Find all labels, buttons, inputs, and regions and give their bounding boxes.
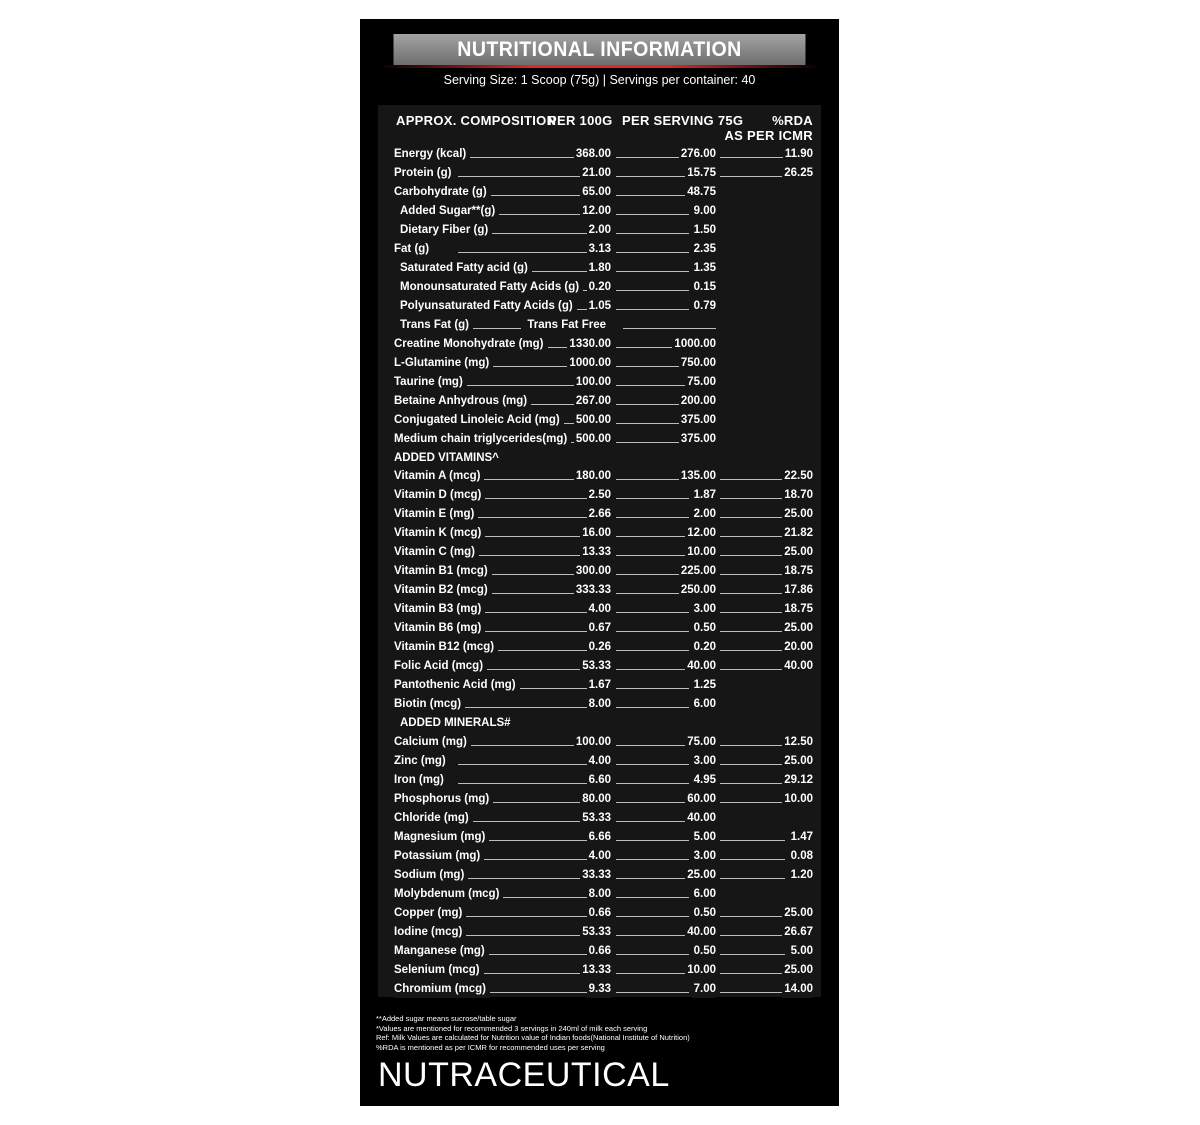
table-row — [378, 847, 821, 866]
leader-line — [616, 707, 689, 708]
value-rda: 14.00 — [782, 980, 813, 998]
table-row — [378, 505, 821, 524]
value-rda: 25.00 — [782, 961, 813, 979]
value-rda: 20.00 — [782, 638, 813, 656]
value-per100: 13.33 — [580, 543, 611, 561]
value-per100: 21.00 — [580, 164, 611, 182]
value-per-serving: 10.00 — [685, 543, 716, 561]
table-row — [378, 278, 821, 297]
leader-line — [616, 252, 689, 253]
value-per100: 65.00 — [580, 183, 611, 201]
nutrient-name: L-Glutamine (mg) — [394, 354, 493, 372]
leader-line — [616, 385, 689, 386]
value-rda: 12.50 — [782, 733, 813, 751]
nutrient-name: Vitamin A (mcg) — [394, 467, 484, 485]
value-per-serving: 1000.00 — [672, 335, 716, 353]
value-per100: 100.00 — [574, 373, 611, 391]
nutrient-name: Polyunsaturated Fatty Acids (g) — [400, 297, 577, 315]
value-per100: 1000.00 — [567, 354, 611, 372]
value-per-serving: 2.00 — [692, 505, 716, 523]
value-per-serving: 4.95 — [692, 771, 716, 789]
value-per-serving: 40.00 — [685, 809, 716, 827]
value-per-serving: 6.00 — [692, 695, 716, 713]
nutrient-name: Chloride (mg) — [394, 809, 473, 827]
value-per100: 368.00 — [574, 145, 611, 163]
leader-line — [616, 935, 689, 936]
value-per-serving: 40.00 — [685, 923, 716, 941]
value-rda: 10.00 — [782, 790, 813, 808]
table-row — [378, 297, 821, 316]
value-per-serving: 3.00 — [692, 847, 716, 865]
leader-line — [616, 176, 689, 177]
value-rda: 22.50 — [782, 467, 813, 485]
leader-line — [720, 935, 785, 936]
value-rda: 18.75 — [782, 600, 813, 618]
value-per-serving: 1.50 — [692, 221, 716, 239]
header-rda-line1: %RDA — [772, 113, 813, 128]
leader-line — [720, 859, 785, 860]
value-per100: 4.00 — [587, 752, 611, 770]
table-row — [378, 885, 821, 904]
leader-line — [616, 954, 689, 955]
value-per-serving: 3.00 — [692, 600, 716, 618]
table-row — [378, 942, 821, 961]
leader-line — [720, 973, 785, 974]
nutrition-panel — [360, 19, 839, 1106]
table-row — [378, 240, 821, 259]
value-per-serving: 75.00 — [685, 373, 716, 391]
value-per100: 100.00 — [574, 733, 611, 751]
value-per-serving: 0.50 — [692, 904, 716, 922]
value-per100: 1.80 — [587, 259, 611, 277]
value-per100: 53.33 — [580, 923, 611, 941]
panel-title: NUTRITIONAL INFORMATION — [394, 34, 806, 65]
table-row — [378, 486, 821, 505]
leader-line — [720, 916, 785, 917]
nutrient-name: Zinc (mg) — [394, 752, 450, 770]
value-per-serving: 6.00 — [692, 885, 716, 903]
table-row — [378, 259, 821, 278]
leader-line — [616, 195, 689, 196]
table-row — [378, 638, 821, 657]
nutrient-name: Selenium (mcg) — [394, 961, 484, 979]
nutrient-name: Chromium (mcg) — [394, 980, 490, 998]
value-per100: 6.60 — [587, 771, 611, 789]
value-per-serving: 1.25 — [692, 676, 716, 694]
leader-line — [720, 878, 785, 879]
nutrient-name: Creatine Monohydrate (mg) — [394, 335, 548, 353]
table-row — [378, 904, 821, 923]
value-per-serving: 25.00 — [685, 866, 716, 884]
value-per100: 500.00 — [574, 430, 611, 448]
value-per-serving: 15.75 — [685, 164, 716, 182]
value-rda: 5.00 — [789, 942, 813, 960]
value-per100: Trans Fat Free — [525, 316, 606, 334]
value-rda: 25.00 — [782, 505, 813, 523]
footnote-line: Ref: Milk Values are calculated for Nutrition value of Indian foods(National Institute of Nutrition) — [376, 1033, 690, 1042]
value-rda: 21.82 — [782, 524, 813, 542]
leader-line — [720, 176, 785, 177]
leader-line — [458, 707, 605, 708]
leader-line — [458, 764, 605, 765]
table-row — [378, 373, 821, 392]
value-per-serving: 375.00 — [679, 411, 716, 429]
table-row — [378, 221, 821, 240]
nutrient-name: Taurine (mg) — [394, 373, 467, 391]
leader-line — [720, 954, 785, 955]
table-row — [378, 430, 821, 449]
value-rda: 1.20 — [789, 866, 813, 884]
leader-line — [458, 916, 605, 917]
value-per100: 4.00 — [587, 847, 611, 865]
value-per-serving: 225.00 — [679, 562, 716, 580]
footnote-line: *Values are mentioned for recommended 3 servings in 240ml of milk each serving — [376, 1023, 648, 1033]
nutrient-name: Protein (g) — [394, 164, 456, 182]
value-rda: 17.86 — [782, 581, 813, 599]
section-heading — [378, 449, 821, 468]
table-row — [378, 164, 821, 183]
table-row — [378, 619, 821, 638]
value-per-serving: 3.00 — [692, 752, 716, 770]
nutrient-name: ADDED VITAMINS^ — [394, 449, 503, 467]
nutrition-table — [378, 105, 821, 997]
leader-line — [720, 764, 785, 765]
table-row — [378, 467, 821, 486]
value-per100: 0.66 — [587, 942, 611, 960]
value-rda: 18.75 — [782, 562, 813, 580]
leader-line — [616, 878, 689, 879]
value-per100: 180.00 — [574, 467, 611, 485]
table-row — [378, 695, 821, 714]
nutrient-name: Carbohydrate (g) — [394, 183, 491, 201]
footnote-line: %RDA is mentioned as per ICMR for recommended uses per serving — [376, 1042, 605, 1052]
nutrient-name: Dietary Fiber (g) — [400, 221, 492, 239]
nutrient-name: Phosphorus (mg) — [394, 790, 493, 808]
table-row — [378, 335, 821, 354]
table-row — [378, 980, 821, 999]
value-rda: 25.00 — [782, 904, 813, 922]
nutrient-name: Saturated Fatty acid (g) — [400, 259, 532, 277]
value-rda: 26.25 — [782, 164, 813, 182]
nutrient-name: Vitamin B1 (mcg) — [394, 562, 492, 580]
value-per-serving: 48.75 — [685, 183, 716, 201]
value-per100: 500.00 — [574, 411, 611, 429]
nutrient-name: Vitamin B2 (mcg) — [394, 581, 492, 599]
leader-line — [458, 252, 605, 253]
header-rda-line2: AS PER ICMR — [724, 128, 813, 143]
table-rows — [378, 145, 821, 999]
table-row — [378, 411, 821, 430]
table-row — [378, 316, 821, 335]
value-per-serving: 1.87 — [692, 486, 716, 504]
value-per-serving: 9.00 — [692, 202, 716, 220]
nutrient-name: Fat (g) — [394, 240, 433, 258]
value-per-serving: 276.00 — [679, 145, 716, 163]
value-per100: 9.33 — [587, 980, 611, 998]
header-per100: PER 100G — [548, 113, 613, 128]
value-per100: 8.00 — [587, 695, 611, 713]
value-per100: 16.00 — [580, 524, 611, 542]
value-rda: 40.00 — [782, 657, 813, 675]
leader-line — [616, 688, 689, 689]
value-per100: 2.00 — [587, 221, 611, 239]
leader-line — [616, 498, 689, 499]
table-row — [378, 183, 821, 202]
nutrient-name: Pantothenic Acid (mg) — [394, 676, 520, 694]
nutrient-name: Monounsaturated Fatty Acids (g) — [400, 278, 583, 296]
table-row — [378, 524, 821, 543]
nutrient-name: Added Sugar**(g) — [400, 202, 499, 220]
leader-line — [616, 517, 689, 518]
nutrient-name: Vitamin B6 (mg) — [394, 619, 485, 637]
value-per100: 8.00 — [587, 885, 611, 903]
leader-line — [720, 517, 785, 518]
footnotes — [376, 1014, 826, 1052]
footnote-line: **Added sugar means sucrose/table sugar — [376, 1014, 517, 1023]
table-row — [378, 733, 821, 752]
value-rda: 25.00 — [782, 752, 813, 770]
nutrient-name: Molybdenum (mcg) — [394, 885, 503, 903]
value-per-serving: 60.00 — [685, 790, 716, 808]
leader-line — [616, 897, 689, 898]
leader-line — [720, 992, 785, 993]
value-per100: 1.05 — [587, 297, 611, 315]
table-row — [378, 809, 821, 828]
value-per100: 300.00 — [574, 562, 611, 580]
leader-line — [720, 840, 785, 841]
leader-line — [720, 593, 785, 594]
value-per100: 267.00 — [574, 392, 611, 410]
nutrient-name: Iodine (mcg) — [394, 923, 466, 941]
nutrient-name: Betaine Anhydrous (mg) — [394, 392, 531, 410]
value-per100: 0.67 — [587, 619, 611, 637]
value-per100: 0.66 — [587, 904, 611, 922]
leader-line — [616, 992, 689, 993]
value-per100: 33.33 — [580, 866, 611, 884]
title-accent-line — [378, 65, 821, 68]
value-per-serving: 12.00 — [685, 524, 716, 542]
leader-line — [720, 574, 785, 575]
serving-info: Serving Size: 1 Scoop (75g) | Servings per container: 40 — [443, 73, 756, 87]
table-row — [378, 771, 821, 790]
nutrient-name: Vitamin B3 (mg) — [394, 600, 485, 618]
leader-line — [458, 517, 605, 518]
value-per100: 6.66 — [587, 828, 611, 846]
nutrient-name: Copper (mg) — [394, 904, 466, 922]
leader-line — [616, 271, 689, 272]
header-per-serving: PER SERVING 75G — [622, 113, 744, 128]
leader-line — [616, 650, 689, 651]
leader-line — [616, 764, 689, 765]
header-rda — [724, 113, 813, 143]
nutrient-name: Sodium (mg) — [394, 866, 468, 884]
table-row — [378, 600, 821, 619]
leader-line — [616, 555, 689, 556]
value-per-serving: 1.35 — [692, 259, 716, 277]
nutrient-name: Vitamin B12 (mcg) — [394, 638, 498, 656]
value-per100: 53.33 — [580, 809, 611, 827]
value-per-serving: 2.35 — [692, 240, 716, 258]
table-row — [378, 828, 821, 847]
leader-line — [616, 669, 689, 670]
table-row — [378, 145, 821, 164]
value-per-serving: 10.00 — [685, 961, 716, 979]
leader-line — [616, 631, 689, 632]
leader-line — [720, 783, 785, 784]
value-rda: 0.08 — [789, 847, 813, 865]
value-rda: 11.90 — [783, 145, 813, 163]
value-per100: 80.00 — [580, 790, 611, 808]
value-per-serving: 250.00 — [679, 581, 716, 599]
leader-line — [720, 650, 785, 651]
table-row — [378, 392, 821, 411]
value-per100: 0.26 — [587, 638, 611, 656]
value-per100: 13.33 — [580, 961, 611, 979]
nutrient-name: Vitamin K (mcg) — [394, 524, 485, 542]
leader-line — [720, 612, 785, 613]
value-per100: 0.20 — [587, 278, 611, 296]
table-row — [378, 543, 821, 562]
nutrient-name: Potassium (mg) — [394, 847, 484, 865]
nutrient-name: ADDED MINERALS# — [400, 714, 515, 732]
nutrient-name: Iron (mg) — [394, 771, 448, 789]
nutrient-name: Trans Fat (g) — [400, 316, 473, 334]
leader-line — [720, 157, 785, 158]
nutrient-name: Folic Acid (mcg) — [394, 657, 487, 675]
value-per100: 1330.00 — [567, 335, 611, 353]
table-row — [378, 354, 821, 373]
nutrient-name: Manganese (mg) — [394, 942, 489, 960]
value-rda: 25.00 — [782, 543, 813, 561]
value-rda: 26.67 — [782, 923, 813, 941]
table-row — [378, 752, 821, 771]
leader-line — [616, 973, 689, 974]
value-per-serving: 750.00 — [679, 354, 716, 372]
value-per100: 3.13 — [587, 240, 611, 258]
table-row — [378, 866, 821, 885]
nutrient-name: Energy (kcal) — [394, 145, 470, 163]
leader-line — [623, 328, 716, 329]
nutrient-name: Magnesium (mg) — [394, 828, 489, 846]
value-rda: 18.70 — [782, 486, 813, 504]
leader-line — [616, 214, 689, 215]
leader-line — [616, 233, 689, 234]
leader-line — [720, 498, 785, 499]
leader-line — [720, 555, 785, 556]
leader-line — [616, 536, 689, 537]
leader-line — [616, 802, 689, 803]
leader-line — [616, 745, 689, 746]
value-per-serving: 0.50 — [692, 942, 716, 960]
section-heading — [378, 714, 821, 733]
leader-line — [458, 783, 605, 784]
value-per-serving: 0.50 — [692, 619, 716, 637]
leader-line — [616, 821, 689, 822]
value-per-serving: 0.79 — [692, 297, 716, 315]
value-per100: 1.67 — [587, 676, 611, 694]
value-rda: 25.00 — [782, 619, 813, 637]
value-per-serving: 5.00 — [692, 828, 716, 846]
leader-line — [720, 631, 785, 632]
value-per100: 333.33 — [574, 581, 611, 599]
nutrient-name: Conjugated Linoleic Acid (mg) — [394, 411, 564, 429]
leader-line — [720, 669, 785, 670]
leader-line — [616, 840, 689, 841]
value-rda: 29.12 — [782, 771, 813, 789]
table-row — [378, 562, 821, 581]
value-per-serving: 135.00 — [679, 467, 716, 485]
value-per-serving: 0.20 — [692, 638, 716, 656]
leader-line — [720, 802, 785, 803]
nutrient-name: Biotin (mcg) — [394, 695, 465, 713]
value-per100: 4.00 — [587, 600, 611, 618]
nutrient-name: Calcium (mg) — [394, 733, 471, 751]
nutrient-name: Medium chain triglycerides(mg) — [394, 430, 571, 448]
value-per100: 12.00 — [580, 202, 611, 220]
nutrient-name: Vitamin C (mg) — [394, 543, 479, 561]
table-row — [378, 581, 821, 600]
value-per100: 53.33 — [580, 657, 611, 675]
leader-line — [616, 916, 689, 917]
value-rda: 1.47 — [789, 828, 813, 846]
header-composition: APPROX. COMPOSITION — [396, 113, 557, 128]
value-per-serving: 0.15 — [692, 278, 716, 296]
value-per-serving: 75.00 — [685, 733, 716, 751]
leader-line — [720, 745, 785, 746]
value-per-serving: 200.00 — [679, 392, 716, 410]
nutrient-name: Vitamin E (mg) — [394, 505, 478, 523]
table-row — [378, 790, 821, 809]
leader-line — [616, 309, 689, 310]
nutrient-name: Vitamin D (mcg) — [394, 486, 485, 504]
leader-line — [720, 479, 785, 480]
leader-line — [616, 612, 689, 613]
leader-line — [616, 783, 689, 784]
brand-wordmark: NUTRACEUTICAL — [378, 1056, 670, 1094]
value-per-serving: 40.00 — [685, 657, 716, 675]
table-row — [378, 961, 821, 980]
value-per-serving: 7.00 — [692, 980, 716, 998]
leader-line — [616, 859, 689, 860]
value-per100: 2.50 — [587, 486, 611, 504]
table-row — [378, 923, 821, 942]
table-row — [378, 676, 821, 695]
table-row — [378, 202, 821, 221]
value-per100: 2.66 — [587, 505, 611, 523]
table-row — [378, 657, 821, 676]
leader-line — [720, 536, 785, 537]
leader-line — [616, 290, 689, 291]
value-per-serving: 375.00 — [679, 430, 716, 448]
